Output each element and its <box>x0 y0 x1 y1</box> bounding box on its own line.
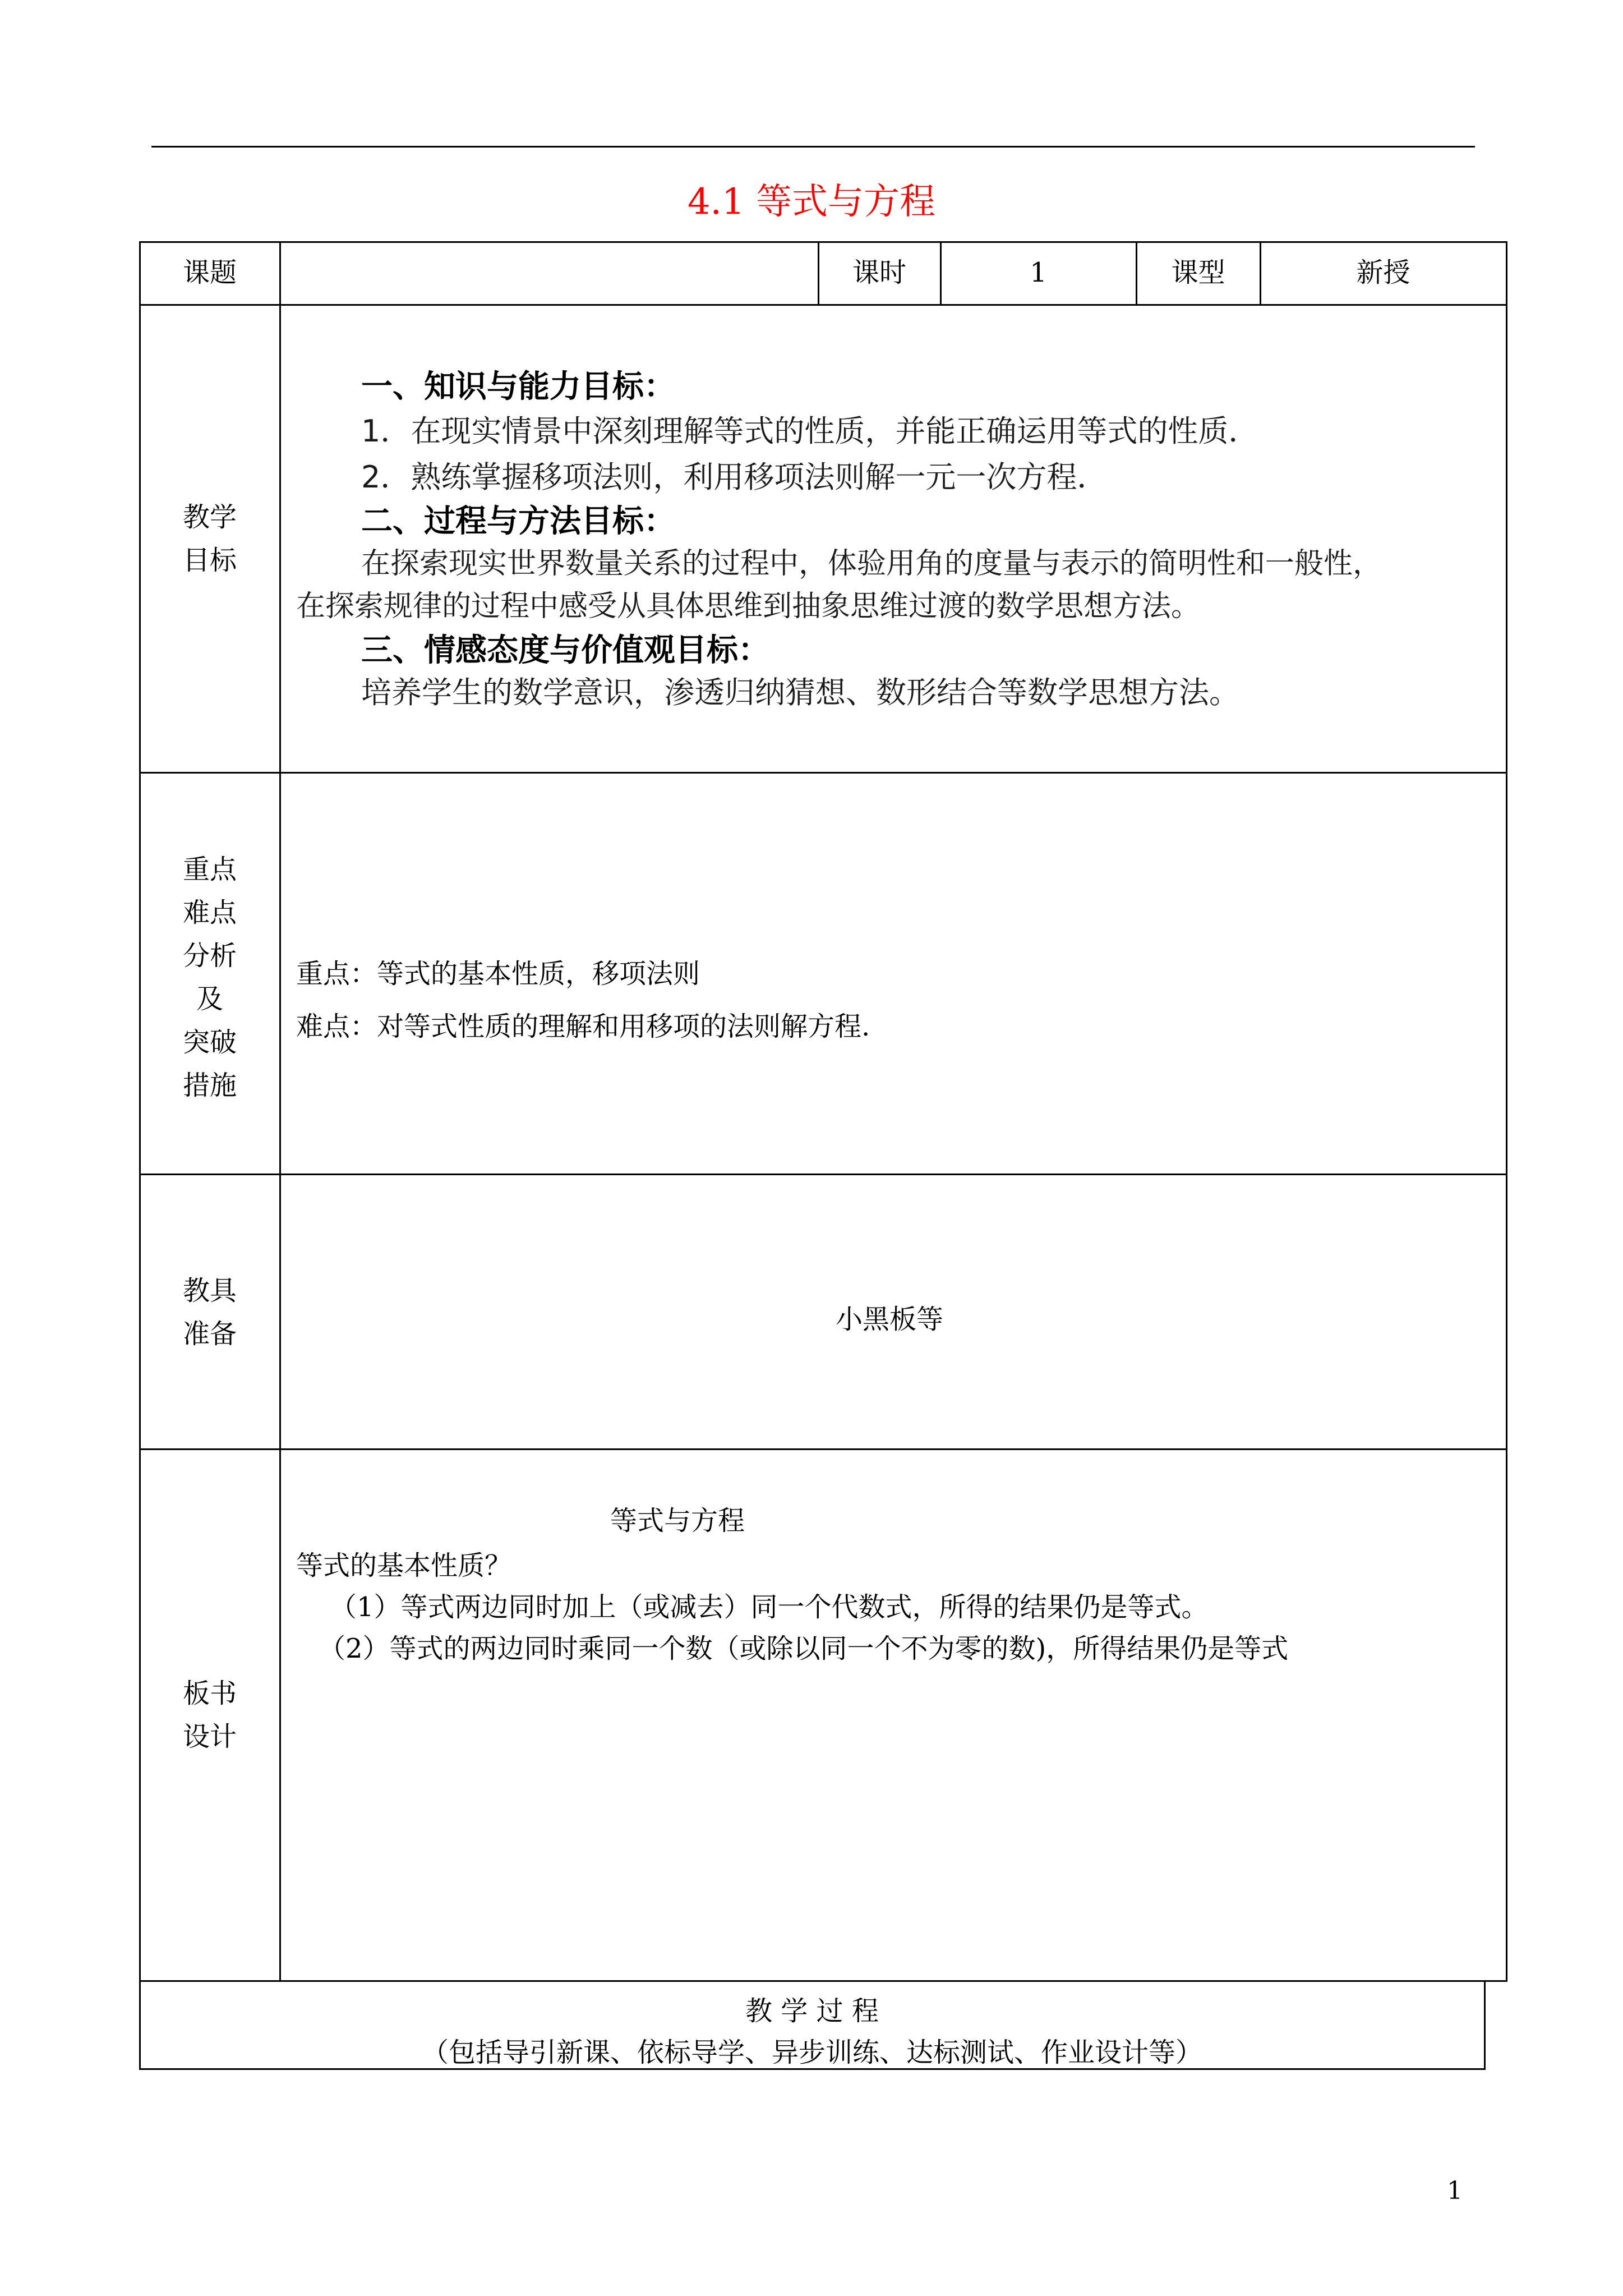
type-label: 课型 <box>1171 257 1225 288</box>
objective-process-line-2: 在探索规律的过程中感受从具体思维到抽象思维过渡的数学思想方法。 <box>296 590 1201 623</box>
difficulty-text: 难点：对等式性质的理解和用移项的法则解方程. <box>296 1011 870 1042</box>
tools-content: 小黑板等 <box>836 1304 944 1335</box>
page-number: 1 <box>1447 2177 1463 2205</box>
board-property-1: （1）等式两边同时加上（或减去）同一个代数式，所得的结果仍是等式。 <box>330 1591 1209 1623</box>
page-title: 4.1 等式与方程 <box>687 181 936 223</box>
board-title: 等式与方程 <box>610 1505 745 1536</box>
objective-heading-knowledge: 一、知识与能力目标： <box>361 369 675 405</box>
objective-heading-process: 二、过程与方法目标： <box>361 503 675 540</box>
board-question: 等式的基本性质？ <box>296 1550 512 1581</box>
topic-label: 课题 <box>182 257 237 288</box>
objective-item-1: 1．在现实情景中深刻理解等式的性质，并能正确运用等式的性质． <box>361 413 1259 449</box>
board-property-2: （2）等式的两边同时乘同一个数（或除以同一个不为零的数)，所得结果仍是等式 <box>319 1633 1289 1664</box>
objective-heading-attitude: 三、情感态度与价值观目标： <box>361 632 769 669</box>
objective-attitude-line: 培养学生的数学意识，渗透归纳猜想、数形结合等数学思想方法。 <box>361 675 1239 710</box>
header-rule <box>151 146 1475 148</box>
objectives-label: 教学 目标 <box>182 501 237 576</box>
key-points-label: 重点 难点 分析 及 突破 措施 <box>182 854 237 1101</box>
objective-item-2: 2．熟练掌握移项法则，利用移项法则解一元一次方程． <box>361 459 1108 495</box>
objective-process-line-1: 在探索现实世界数量关系的过程中，体验用角的度量与表示的简明性和一般性， <box>361 547 1382 581</box>
board-label: 板书 设计 <box>182 1678 237 1752</box>
hours-value: 1 <box>1030 257 1047 288</box>
key-point-text: 重点：等式的基本性质，移项法则 <box>296 958 700 990</box>
process-subtitle: （包括导引新课、依标导学、异步训练、达标测试、作业设计等） <box>421 2037 1202 2068</box>
process-title: 教 学 过 程 <box>745 1995 879 2027</box>
type-value: 新授 <box>1356 257 1410 288</box>
hours-label: 课时 <box>852 257 906 288</box>
tools-label: 教具 准备 <box>182 1275 237 1350</box>
